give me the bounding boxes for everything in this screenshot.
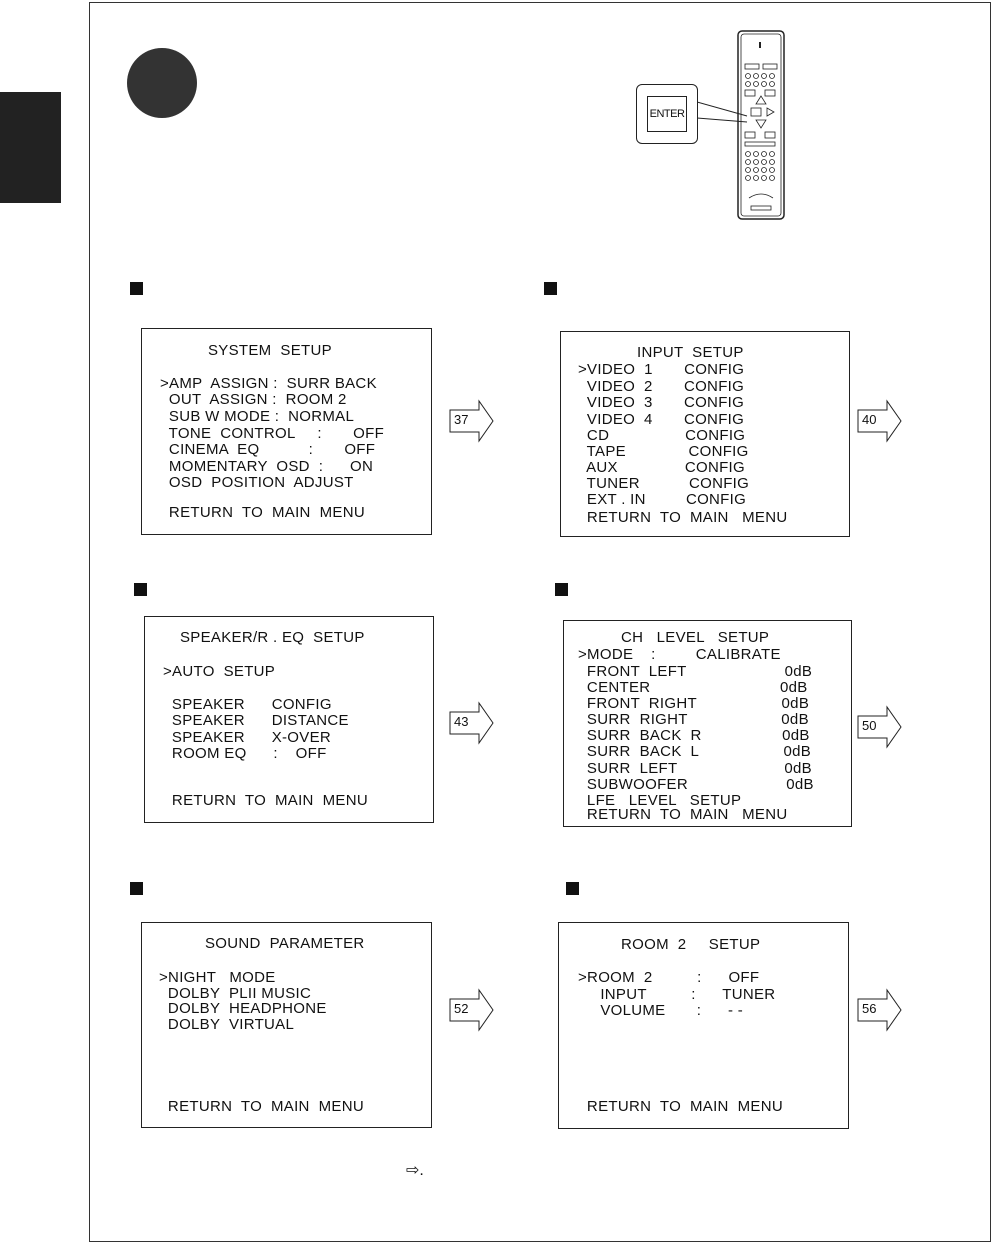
menu-item: DOLBY PLII MUSIC <box>159 985 312 1002</box>
section-marker <box>130 882 143 895</box>
page-ref-arrow <box>449 400 501 442</box>
section-marker <box>134 583 147 596</box>
menu-item: >ROOM 2 : OFF <box>578 969 760 986</box>
menu-item: DOLBY VIRTUAL <box>159 1016 295 1033</box>
section-marker <box>544 282 557 295</box>
menu-item: TUNER CONFIG <box>578 475 750 492</box>
menu-item: RETURN TO MAIN MENU <box>578 509 788 526</box>
room2-setup-screen <box>558 922 849 1129</box>
reference-arrow-icon: ⇨. <box>406 1162 424 1179</box>
screen-title: SYSTEM SETUP <box>208 342 332 359</box>
menu-item: CENTER 0dB <box>578 679 808 696</box>
menu-item: VIDEO 3 CONFIG <box>578 394 745 411</box>
section-tab-rule <box>0 202 61 203</box>
section-tab <box>0 92 61 202</box>
page-ref-number: 52 <box>454 1001 469 1016</box>
page-ref-number: 50 <box>862 718 877 733</box>
menu-item: >MODE : CALIBRATE <box>578 646 781 663</box>
menu-item: TONE CONTROL : OFF <box>160 425 385 442</box>
menu-item: VOLUME : - - <box>578 1002 744 1019</box>
system-setup-screen <box>141 328 432 535</box>
screen-title: INPUT SETUP <box>637 344 744 361</box>
enter-callout-leader <box>697 96 751 126</box>
menu-item: >NIGHT MODE <box>159 969 276 986</box>
page-ref-arrow <box>449 989 501 1031</box>
menu-item: LFE LEVEL SETUP <box>578 792 742 809</box>
menu-item: SURR LEFT 0dB <box>578 760 812 777</box>
input-setup-screen <box>560 331 850 537</box>
menu-item: TAPE CONFIG <box>578 443 749 460</box>
screen-title: SOUND PARAMETER <box>205 935 365 952</box>
page-ref-number: 37 <box>454 412 469 427</box>
menu-item: OSD POSITION ADJUST <box>160 474 354 491</box>
menu-item: VIDEO 4 CONFIG <box>578 411 745 428</box>
menu-item: SUB W MODE : NORMAL <box>160 408 355 425</box>
menu-item: SUBWOOFER 0dB <box>578 776 814 793</box>
menu-item: VIDEO 2 CONFIG <box>578 378 745 395</box>
ch-level-setup-screen <box>563 620 852 827</box>
menu-item: RETURN TO MAIN MENU <box>578 1098 783 1115</box>
menu-item: RETURN TO MAIN MENU <box>160 504 365 521</box>
menu-item: >AMP ASSIGN : SURR BACK <box>160 375 377 392</box>
menu-item: SURR BACK R 0dB <box>578 727 810 744</box>
enter-button[interactable]: ENTER <box>647 96 687 132</box>
screen-title: ROOM 2 SETUP <box>621 936 761 953</box>
menu-item: CD CONFIG <box>578 427 746 444</box>
menu-item: SPEAKER CONFIG <box>163 696 332 713</box>
menu-item: RETURN TO MAIN MENU <box>578 806 788 823</box>
section-marker <box>566 882 579 895</box>
enter-callout <box>636 84 698 144</box>
menu-item: >AUTO SETUP <box>163 663 276 680</box>
speaker-req-setup-screen <box>144 616 434 823</box>
page-ref-arrow <box>857 706 909 748</box>
screen-title: CH LEVEL SETUP <box>621 629 770 646</box>
menu-item: RETURN TO MAIN MENU <box>163 792 368 809</box>
menu-item: MOMENTARY OSD : ON <box>160 458 374 475</box>
menu-item: SPEAKER DISTANCE <box>163 712 349 729</box>
menu-item: AUX CONFIG <box>578 459 745 476</box>
menu-item: SURR RIGHT 0dB <box>578 711 809 728</box>
menu-item: RETURN TO MAIN MENU <box>159 1098 364 1115</box>
menu-item: FRONT LEFT 0dB <box>578 663 813 680</box>
page-ref-number: 40 <box>862 412 877 427</box>
screen-title: SPEAKER/R . EQ SETUP <box>180 629 365 646</box>
menu-item: OUT ASSIGN : ROOM 2 <box>160 391 347 408</box>
menu-item: EXT . IN CONFIG <box>578 491 747 508</box>
page-ref-number: 43 <box>454 714 469 729</box>
menu-item: SPEAKER X-OVER <box>163 729 332 746</box>
menu-item: INPUT : TUNER <box>578 986 776 1003</box>
page-ref-arrow <box>857 400 909 442</box>
step-bullet-circle <box>127 48 197 118</box>
menu-item: FRONT RIGHT 0dB <box>578 695 810 712</box>
menu-item: >VIDEO 1 CONFIG <box>578 361 745 378</box>
section-marker <box>130 282 143 295</box>
page-ref-arrow <box>857 989 909 1031</box>
menu-item: DOLBY HEADPHONE <box>159 1000 327 1017</box>
menu-item: CINEMA EQ : OFF <box>160 441 376 458</box>
page-ref-arrow <box>449 702 501 744</box>
menu-item: ROOM EQ : OFF <box>163 745 327 762</box>
sound-parameter-screen <box>141 922 432 1128</box>
menu-item: SURR BACK L 0dB <box>578 743 812 760</box>
page-ref-number: 56 <box>862 1001 877 1016</box>
section-marker <box>555 583 568 596</box>
